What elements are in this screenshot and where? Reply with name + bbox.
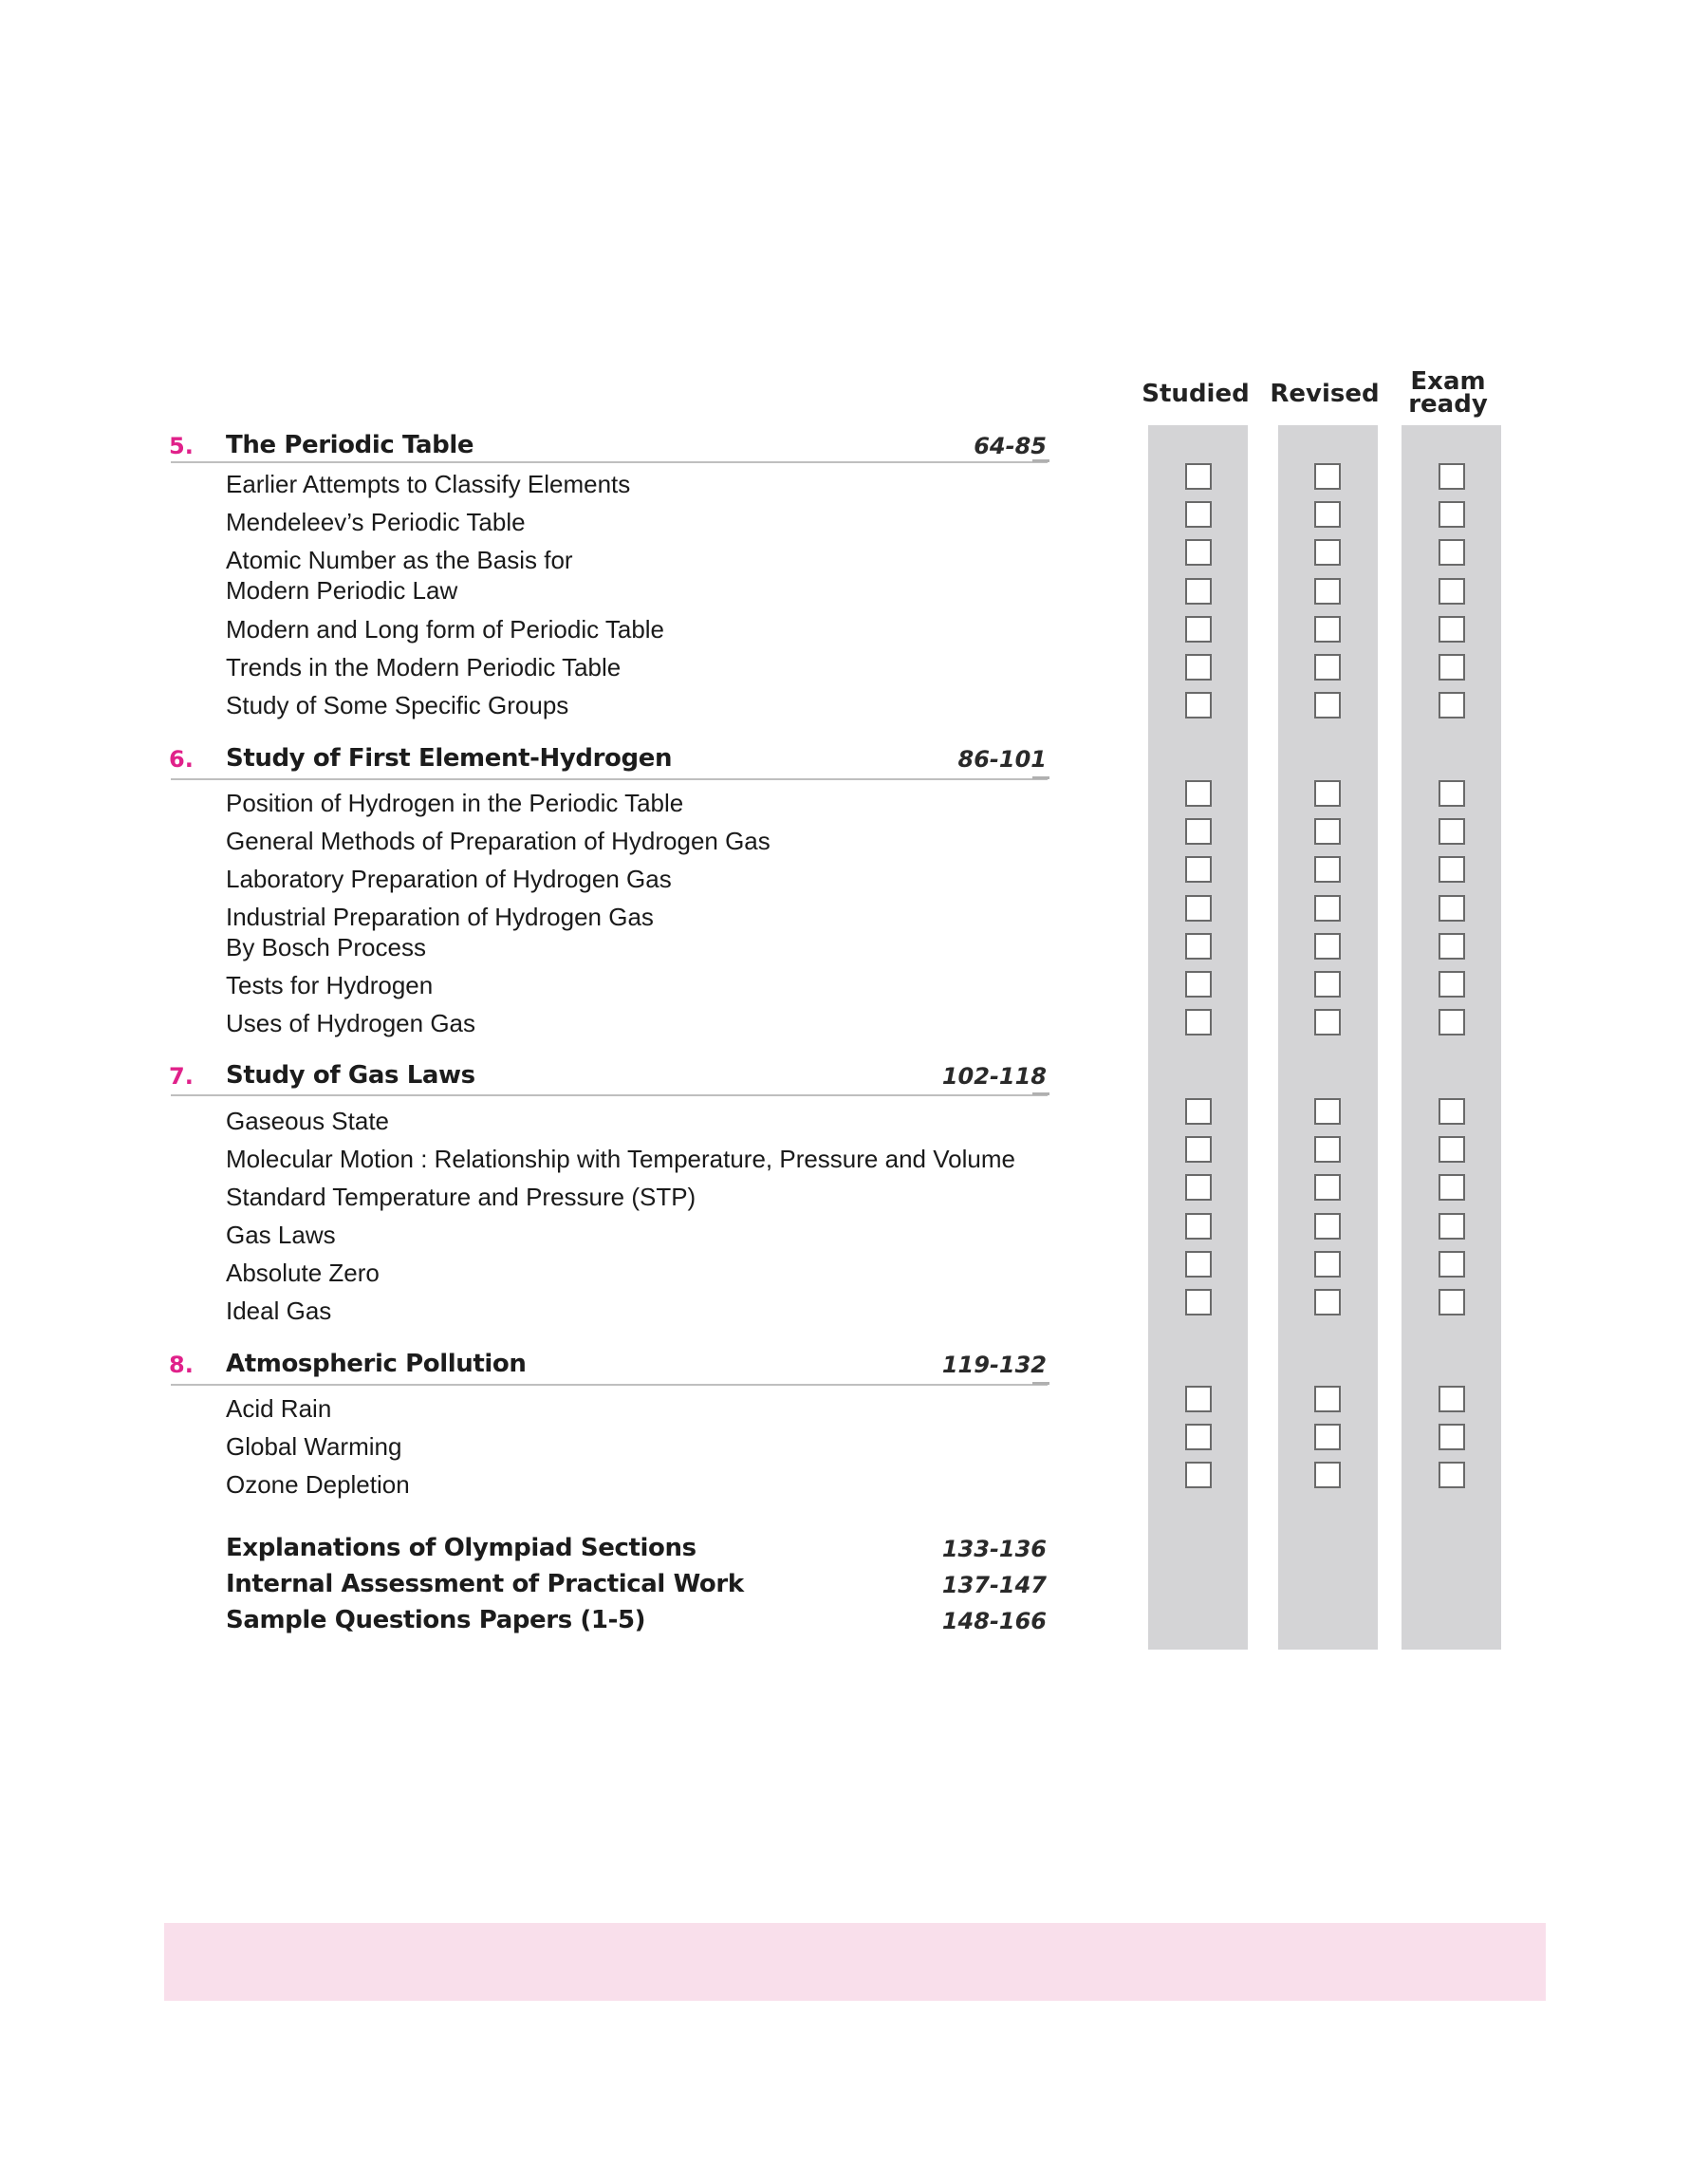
column-header-exam-line1: Exam — [1410, 367, 1486, 396]
chapter-divider-tick — [1032, 459, 1049, 462]
chapter-title: Study of Gas Laws — [226, 1061, 475, 1090]
checkbox-exam-ready[interactable] — [1439, 539, 1465, 566]
checkbox-exam-ready[interactable] — [1439, 1289, 1465, 1315]
chapter-title: Study of First Element-Hydrogen — [226, 744, 673, 773]
checkbox-exam-ready[interactable] — [1439, 463, 1465, 490]
checkbox-exam-ready[interactable] — [1439, 818, 1465, 845]
checkbox-studied[interactable] — [1185, 1098, 1212, 1125]
extra-section-pages: 148-166 — [941, 1608, 1047, 1634]
checkbox-studied[interactable] — [1185, 818, 1212, 845]
checkbox-revised[interactable] — [1314, 780, 1341, 807]
checkbox-studied[interactable] — [1185, 971, 1212, 998]
topic-label: Mendeleev’s Periodic Table — [226, 508, 526, 536]
checkbox-exam-ready[interactable] — [1439, 856, 1465, 883]
checkbox-studied[interactable] — [1185, 933, 1212, 960]
topic-label: Ozone Depletion — [226, 1470, 410, 1499]
checkbox-studied[interactable] — [1185, 578, 1212, 605]
checkbox-exam-ready[interactable] — [1439, 501, 1465, 528]
checkbox-revised[interactable] — [1314, 463, 1341, 490]
checkbox-revised[interactable] — [1314, 616, 1341, 643]
topic-label: By Bosch Process — [226, 933, 426, 961]
topic-label: Tests for Hydrogen — [226, 971, 434, 999]
topic-label: Uses of Hydrogen Gas — [226, 1009, 476, 1037]
checkbox-exam-ready[interactable] — [1439, 933, 1465, 960]
checkbox-revised[interactable] — [1314, 654, 1341, 681]
chapter-divider-tick — [1032, 776, 1049, 779]
chapter-divider — [171, 778, 1048, 780]
extra-section-title: Internal Assessment of Practical Work — [226, 1570, 744, 1598]
topic-label: Industrial Preparation of Hydrogen Gas — [226, 903, 654, 931]
checkbox-revised[interactable] — [1314, 1174, 1341, 1201]
topic-label: Global Warming — [226, 1432, 402, 1461]
checkbox-studied[interactable] — [1185, 539, 1212, 566]
extra-section-pages: 133-136 — [941, 1536, 1047, 1562]
checkbox-exam-ready[interactable] — [1439, 971, 1465, 998]
chapter-number: 5. — [169, 433, 194, 459]
chapter-number: 7. — [169, 1063, 194, 1090]
checkbox-exam-ready[interactable] — [1439, 1462, 1465, 1488]
checkbox-revised[interactable] — [1314, 1462, 1341, 1488]
topic-label: Acid Rain — [226, 1394, 332, 1423]
checkbox-revised[interactable] — [1314, 818, 1341, 845]
topic-label: Laboratory Preparation of Hydrogen Gas — [226, 865, 672, 893]
topic-label: Trends in the Modern Periodic Table — [226, 653, 622, 681]
checkbox-studied[interactable] — [1185, 1386, 1212, 1412]
checkbox-revised[interactable] — [1314, 539, 1341, 566]
checkbox-revised[interactable] — [1314, 1251, 1341, 1278]
checkbox-exam-ready[interactable] — [1439, 1213, 1465, 1240]
extra-section-title: Sample Questions Papers (1-5) — [226, 1606, 646, 1634]
topic-label: Ideal Gas — [226, 1297, 332, 1325]
checkbox-revised[interactable] — [1314, 1289, 1341, 1315]
column-header-revised: Revised — [1270, 380, 1380, 408]
checkbox-exam-ready[interactable] — [1439, 616, 1465, 643]
chapter-pages: 86-101 — [957, 746, 1047, 773]
checkbox-exam-ready[interactable] — [1439, 692, 1465, 718]
extra-section-pages: 137-147 — [941, 1572, 1047, 1598]
topic-label: Study of Some Specific Groups — [226, 691, 569, 719]
checkbox-exam-ready[interactable] — [1439, 1251, 1465, 1278]
topic-label: Position of Hydrogen in the Periodic Table — [226, 789, 684, 817]
chapter-number: 6. — [169, 746, 194, 773]
topic-label: Earlier Attempts to Classify Elements — [226, 470, 631, 498]
footer-band — [164, 1923, 1546, 2001]
checkbox-studied[interactable] — [1185, 895, 1212, 922]
checkbox-studied[interactable] — [1185, 501, 1212, 528]
checkbox-revised[interactable] — [1314, 933, 1341, 960]
checkbox-studied[interactable] — [1185, 1462, 1212, 1488]
extra-section-title: Explanations of Olympiad Sections — [226, 1534, 696, 1562]
checkbox-revised[interactable] — [1314, 578, 1341, 605]
topic-label: Molecular Motion : Relationship with Temperature, Pressure and Volume — [226, 1145, 1015, 1173]
column-header-studied: Studied — [1142, 380, 1250, 408]
chapter-divider — [171, 461, 1048, 463]
topic-label: Atomic Number as the Basis for — [226, 546, 573, 574]
chapter-number: 8. — [169, 1352, 194, 1378]
checkbox-revised[interactable] — [1314, 856, 1341, 883]
checkbox-revised[interactable] — [1314, 895, 1341, 922]
checkbox-studied[interactable] — [1185, 780, 1212, 807]
chapter-divider-tick — [1032, 1092, 1049, 1095]
checkbox-revised[interactable] — [1314, 1009, 1341, 1036]
checkbox-studied[interactable] — [1185, 616, 1212, 643]
topic-label: Absolute Zero — [226, 1259, 380, 1287]
checkbox-exam-ready[interactable] — [1439, 1424, 1465, 1450]
checkbox-exam-ready[interactable] — [1439, 780, 1465, 807]
chapter-pages: 64-85 — [974, 433, 1047, 459]
checkbox-revised[interactable] — [1314, 1213, 1341, 1240]
chapter-divider-tick — [1032, 1382, 1049, 1385]
checkbox-exam-ready[interactable] — [1439, 1136, 1465, 1163]
column-header-exam-ready — [1391, 367, 1505, 419]
checkbox-revised[interactable] — [1314, 692, 1341, 718]
topic-label: General Methods of Preparation of Hydrogen Gas — [226, 827, 770, 855]
checkbox-revised[interactable] — [1314, 501, 1341, 528]
checkbox-exam-ready[interactable] — [1439, 654, 1465, 681]
topic-label: Modern and Long form of Periodic Table — [226, 615, 665, 644]
chapter-divider — [171, 1094, 1048, 1096]
checkbox-revised[interactable] — [1314, 1424, 1341, 1450]
checkbox-revised[interactable] — [1314, 1098, 1341, 1125]
chapter-pages: 102-118 — [941, 1063, 1047, 1090]
checkbox-studied[interactable] — [1185, 1009, 1212, 1036]
chapter-title: The Periodic Table — [226, 431, 474, 459]
checkbox-studied[interactable] — [1185, 463, 1212, 490]
topic-label: Modern Periodic Law — [226, 576, 458, 605]
checkbox-studied[interactable] — [1185, 856, 1212, 883]
checkbox-exam-ready[interactable] — [1439, 1098, 1465, 1125]
checkbox-exam-ready[interactable] — [1439, 895, 1465, 922]
topic-label: Gaseous State — [226, 1107, 389, 1135]
checkbox-studied[interactable] — [1185, 654, 1212, 681]
checkbox-exam-ready[interactable] — [1439, 1174, 1465, 1201]
topic-label: Standard Temperature and Pressure (STP) — [226, 1183, 696, 1211]
chapter-divider — [171, 1384, 1048, 1386]
checkbox-studied[interactable] — [1185, 692, 1212, 718]
checkbox-studied[interactable] — [1185, 1174, 1212, 1201]
chapter-pages: 119-132 — [941, 1352, 1047, 1378]
checkbox-studied[interactable] — [1185, 1251, 1212, 1278]
chapter-title: Atmospheric Pollution — [226, 1350, 527, 1378]
checkbox-studied[interactable] — [1185, 1213, 1212, 1240]
checkbox-exam-ready[interactable] — [1439, 1386, 1465, 1412]
checkbox-revised[interactable] — [1314, 1136, 1341, 1163]
checkbox-studied[interactable] — [1185, 1424, 1212, 1450]
checkbox-exam-ready[interactable] — [1439, 1009, 1465, 1036]
checkbox-revised[interactable] — [1314, 971, 1341, 998]
checkbox-exam-ready[interactable] — [1439, 578, 1465, 605]
checkbox-studied[interactable] — [1185, 1289, 1212, 1315]
topic-label: Gas Laws — [226, 1221, 336, 1249]
checkbox-studied[interactable] — [1185, 1136, 1212, 1163]
column-header-exam-line2: ready — [1408, 390, 1488, 419]
checkbox-revised[interactable] — [1314, 1386, 1341, 1412]
